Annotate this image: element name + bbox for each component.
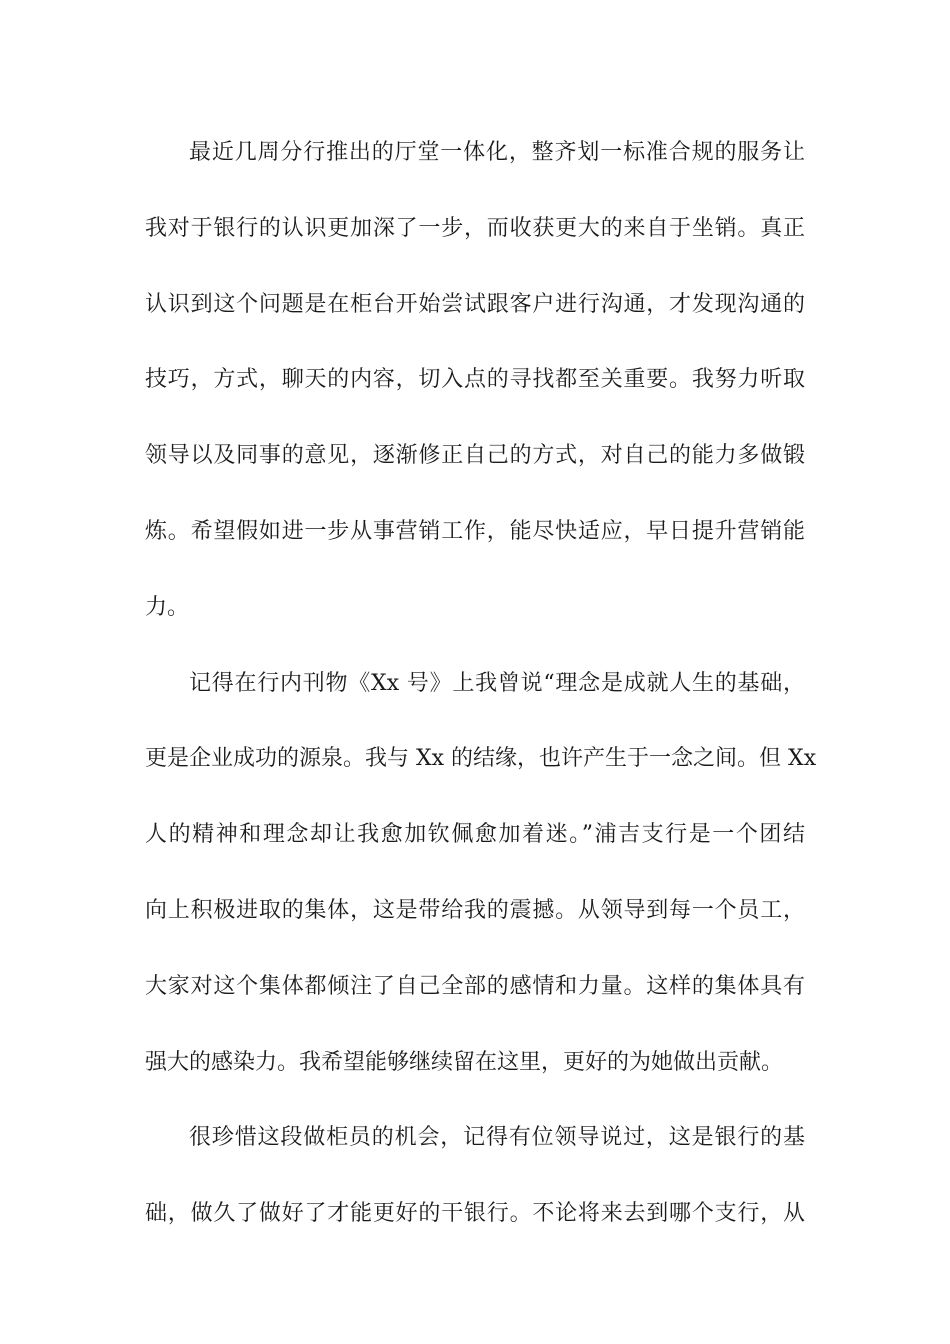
text-line: 我对于银行的认识更加深了一步，而收获更大的来自于坐销。真正 (145, 215, 805, 241)
text-line: 人的精神和理念却让我愈加钦佩愈加着迷。”浦吉支行是一个团结 (145, 822, 805, 848)
paragraph-1 (145, 128, 805, 659)
paragraph-2 (145, 659, 817, 1114)
text-line: 础，做久了做好了才能更好的干银行。不论将来去到哪个支行，从 (145, 1201, 805, 1227)
text-line: 力。 (145, 594, 190, 620)
text-line: 大家对这个集体都倾注了自己全部的感情和力量。这样的集体具有 (145, 973, 805, 999)
text-line: 最近几周分行推出的厅堂一体化，整齐划一标准合规的服务让 (189, 140, 805, 165)
text-line: 炼。希望假如进一步从事营销工作，能尽快适应，早日提升营销能 (145, 518, 805, 544)
text-line: 强大的感染力。我希望能够继续留在这里，更好的为她做出贡献。 (145, 1049, 784, 1075)
text-line: 向上积极进取的集体，这是带给我的震撼。从领导到每一个员工， (145, 897, 805, 923)
text-line: 领导以及同事的意见，逐渐修正自己的方式，对自己的能力多做锻 (145, 443, 805, 469)
text-line: 记得在行内刊物《Xx 号》上我曾说“理念是成就人生的基础， (189, 670, 805, 696)
text-line: 更是企业成功的源泉。我与 Xx 的结缘，也许产生于一念之间。但 Xx (145, 746, 817, 772)
paragraph-3 (145, 1113, 805, 1265)
text-line: 很珍惜这段做柜员的机会，记得有位领导说过，这是银行的基 (189, 1125, 805, 1151)
text-line: 认识到这个问题是在柜台开始尝试跟客户进行沟通，才发现沟通的 (145, 291, 805, 317)
document-body (145, 128, 817, 1265)
text-line: 技巧，方式，聊天的内容，切入点的寻找都至关重要。我努力听取 (145, 367, 805, 393)
